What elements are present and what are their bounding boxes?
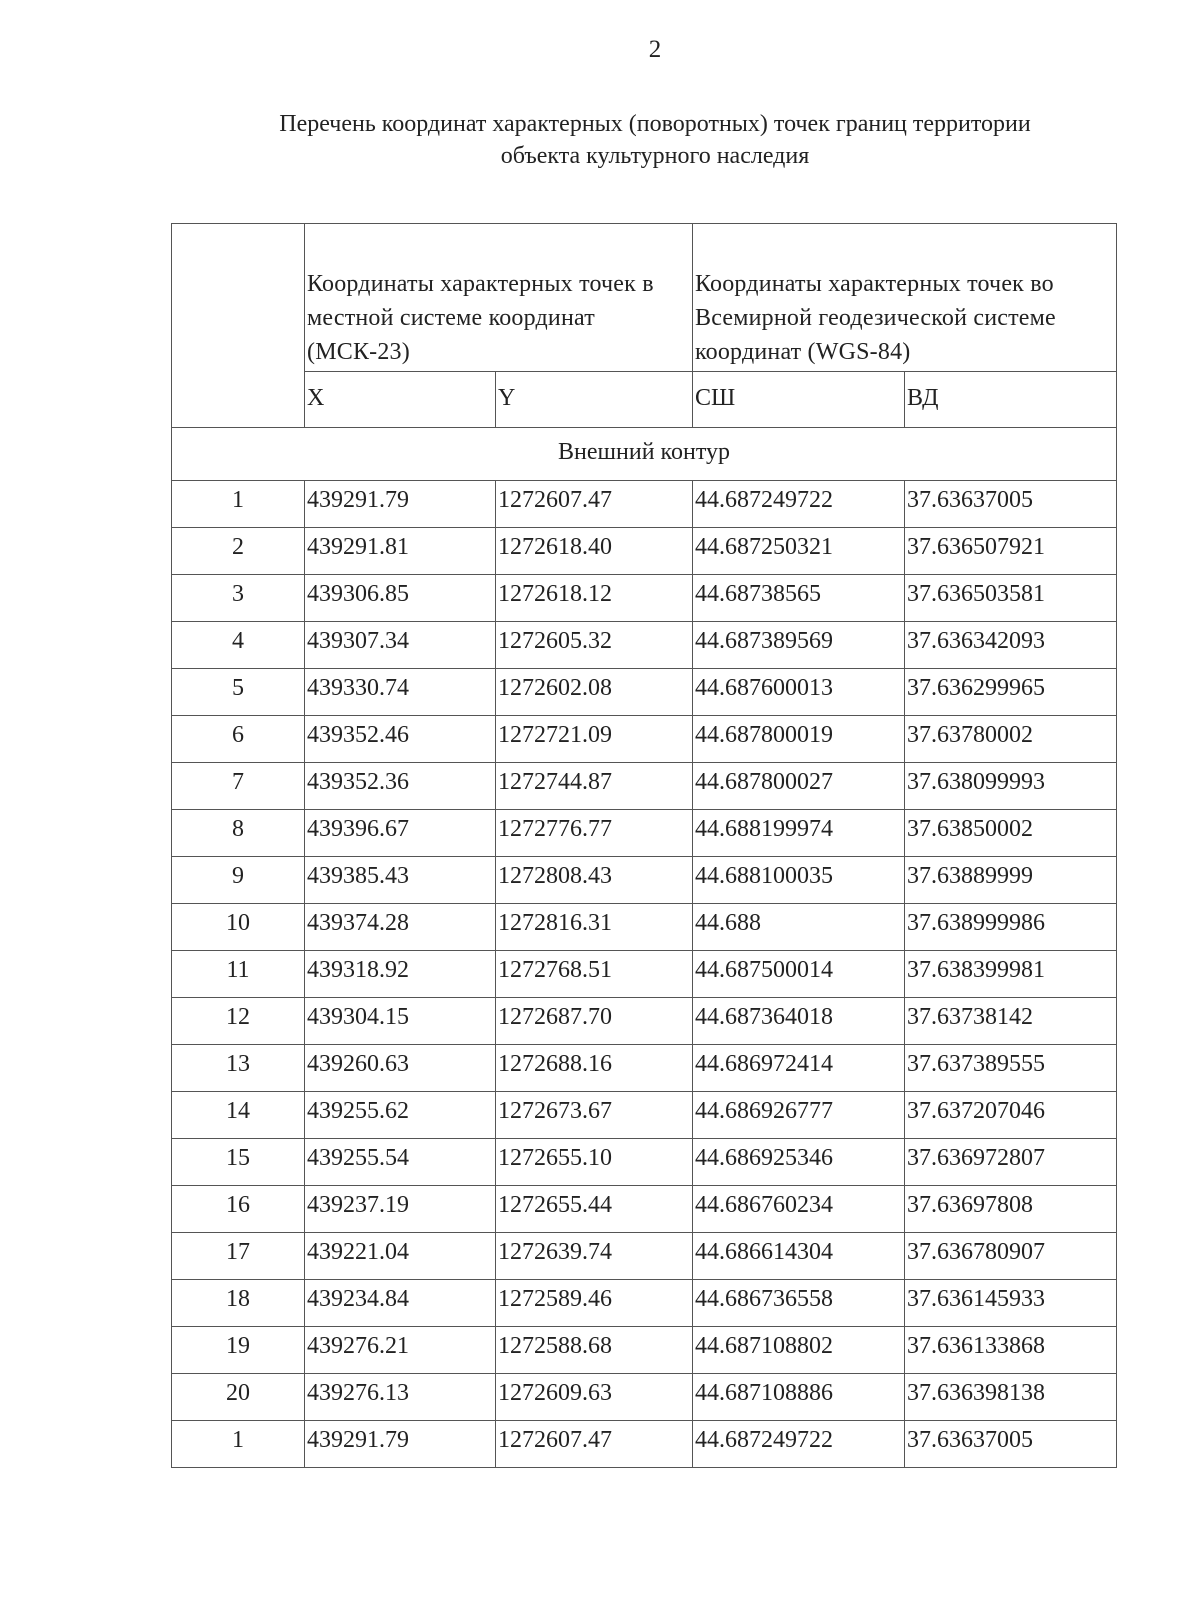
latitude-cell: 44.686925346 (693, 1139, 905, 1186)
table-row (172, 1233, 1117, 1280)
x-coordinate-cell: 439234.84 (305, 1280, 496, 1327)
x-column-header: X (305, 372, 496, 428)
table-row (172, 998, 1117, 1045)
point-number-cell: 10 (172, 904, 305, 951)
local-coordinates-header: Координаты характерных точек в местной системе координат (МСК-23) (305, 224, 693, 372)
table-row (172, 716, 1117, 763)
y-coordinate-cell: 1272588.68 (496, 1327, 693, 1374)
point-number-cell: 19 (172, 1327, 305, 1374)
point-number-cell: 18 (172, 1280, 305, 1327)
latitude-cell: 44.687250321 (693, 528, 905, 575)
table-row (172, 951, 1117, 998)
y-coordinate-cell: 1272673.67 (496, 1092, 693, 1139)
table-row (172, 575, 1117, 622)
longitude-cell: 37.63637005 (905, 1421, 1117, 1468)
x-coordinate-cell: 439396.67 (305, 810, 496, 857)
point-number-cell: 12 (172, 998, 305, 1045)
table-row (172, 1280, 1117, 1327)
y-coordinate-cell: 1272605.32 (496, 622, 693, 669)
latitude-cell: 44.687600013 (693, 669, 905, 716)
longitude-cell: 37.638399981 (905, 951, 1117, 998)
latitude-cell: 44.687800019 (693, 716, 905, 763)
x-coordinate-cell: 439374.28 (305, 904, 496, 951)
longitude-column-header: ВД (905, 372, 1117, 428)
point-number-cell: 1 (172, 481, 305, 528)
longitude-cell: 37.63637005 (905, 481, 1117, 528)
x-coordinate-cell: 439255.54 (305, 1139, 496, 1186)
y-coordinate-cell: 1272808.43 (496, 857, 693, 904)
latitude-cell: 44.687108886 (693, 1374, 905, 1421)
longitude-cell: 37.63780002 (905, 716, 1117, 763)
x-coordinate-cell: 439352.36 (305, 763, 496, 810)
table-row (172, 857, 1117, 904)
point-number-cell: 6 (172, 716, 305, 763)
point-number-cell: 16 (172, 1186, 305, 1233)
latitude-cell: 44.687389569 (693, 622, 905, 669)
longitude-cell: 37.638999986 (905, 904, 1117, 951)
x-coordinate-cell: 439255.62 (305, 1092, 496, 1139)
x-coordinate-cell: 439291.79 (305, 1421, 496, 1468)
longitude-cell: 37.637389555 (905, 1045, 1117, 1092)
x-coordinate-cell: 439318.92 (305, 951, 496, 998)
latitude-cell: 44.686760234 (693, 1186, 905, 1233)
point-number-cell: 2 (172, 528, 305, 575)
y-coordinate-cell: 1272655.10 (496, 1139, 693, 1186)
y-coordinate-cell: 1272687.70 (496, 998, 693, 1045)
table-row (172, 1139, 1117, 1186)
y-coordinate-cell: 1272776.77 (496, 810, 693, 857)
y-coordinate-cell: 1272721.09 (496, 716, 693, 763)
x-coordinate-cell: 439291.81 (305, 528, 496, 575)
longitude-cell: 37.637207046 (905, 1092, 1117, 1139)
point-number-cell: 14 (172, 1092, 305, 1139)
latitude-cell: 44.687108802 (693, 1327, 905, 1374)
longitude-cell: 37.636780907 (905, 1233, 1117, 1280)
longitude-cell: 37.63850002 (905, 810, 1117, 857)
point-number-cell: 9 (172, 857, 305, 904)
y-coordinate-cell: 1272607.47 (496, 481, 693, 528)
section-label: Внешний контур (172, 428, 1117, 481)
latitude-cell: 44.687249722 (693, 481, 905, 528)
point-number-cell: 11 (172, 951, 305, 998)
table-row (172, 669, 1117, 716)
y-coordinate-cell: 1272618.40 (496, 528, 693, 575)
y-coordinate-cell: 1272655.44 (496, 1186, 693, 1233)
y-coordinate-cell: 1272618.12 (496, 575, 693, 622)
y-coordinate-cell: 1272816.31 (496, 904, 693, 951)
longitude-cell: 37.636145933 (905, 1280, 1117, 1327)
table-body (172, 481, 1117, 1468)
table-header-row (172, 224, 1117, 372)
y-coordinate-cell: 1272607.47 (496, 1421, 693, 1468)
point-number-cell: 7 (172, 763, 305, 810)
latitude-cell: 44.686926777 (693, 1092, 905, 1139)
latitude-cell: 44.688100035 (693, 857, 905, 904)
longitude-cell: 37.63697808 (905, 1186, 1117, 1233)
y-coordinate-cell: 1272744.87 (496, 763, 693, 810)
y-coordinate-cell: 1272639.74 (496, 1233, 693, 1280)
longitude-cell: 37.636398138 (905, 1374, 1117, 1421)
latitude-cell: 44.687364018 (693, 998, 905, 1045)
x-coordinate-cell: 439237.19 (305, 1186, 496, 1233)
table-row (172, 481, 1117, 528)
longitude-cell: 37.638099993 (905, 763, 1117, 810)
document-title-line-1: Перечень координат характерных (поворотных) точек границ территории (279, 111, 1031, 137)
table-row (172, 528, 1117, 575)
x-coordinate-cell: 439304.15 (305, 998, 496, 1045)
table-row (172, 763, 1117, 810)
point-number-cell: 1 (172, 1421, 305, 1468)
longitude-cell: 37.636299965 (905, 669, 1117, 716)
latitude-cell: 44.686614304 (693, 1233, 905, 1280)
table-subheader-row (172, 372, 1117, 428)
x-coordinate-cell: 439307.34 (305, 622, 496, 669)
longitude-cell: 37.63738142 (905, 998, 1117, 1045)
table-row (172, 1421, 1117, 1468)
y-coordinate-cell: 1272609.63 (496, 1374, 693, 1421)
x-coordinate-cell: 439221.04 (305, 1233, 496, 1280)
latitude-cell: 44.686972414 (693, 1045, 905, 1092)
point-number-cell: 4 (172, 622, 305, 669)
document-title (160, 108, 1150, 172)
latitude-cell: 44.687249722 (693, 1421, 905, 1468)
y-coordinate-cell: 1272602.08 (496, 669, 693, 716)
page-number: 2 (648, 36, 662, 63)
x-coordinate-cell: 439306.85 (305, 575, 496, 622)
point-number-cell: 8 (172, 810, 305, 857)
point-number-header (172, 224, 305, 428)
longitude-cell: 37.636972807 (905, 1139, 1117, 1186)
x-coordinate-cell: 439291.79 (305, 481, 496, 528)
x-coordinate-cell: 439330.74 (305, 669, 496, 716)
point-number-cell: 13 (172, 1045, 305, 1092)
latitude-cell: 44.687500014 (693, 951, 905, 998)
longitude-cell: 37.636507921 (905, 528, 1117, 575)
table-row (172, 1045, 1117, 1092)
latitude-cell: 44.688 (693, 904, 905, 951)
latitude-cell: 44.68738565 (693, 575, 905, 622)
wgs84-coordinates-header: Координаты характерных точек во Всемирной геодезической системе координат (WGS-84) (693, 224, 1117, 372)
latitude-column-header: СШ (693, 372, 905, 428)
longitude-cell: 37.636133868 (905, 1327, 1117, 1374)
x-coordinate-cell: 439276.21 (305, 1327, 496, 1374)
y-column-header: Y (496, 372, 693, 428)
table-row (172, 904, 1117, 951)
latitude-cell: 44.686736558 (693, 1280, 905, 1327)
point-number-cell: 5 (172, 669, 305, 716)
x-coordinate-cell: 439352.46 (305, 716, 496, 763)
point-number-cell: 20 (172, 1374, 305, 1421)
longitude-cell: 37.636342093 (905, 622, 1117, 669)
y-coordinate-cell: 1272768.51 (496, 951, 693, 998)
table-row (172, 1374, 1117, 1421)
coordinates-table (171, 223, 1117, 1468)
x-coordinate-cell: 439385.43 (305, 857, 496, 904)
y-coordinate-cell: 1272589.46 (496, 1280, 693, 1327)
point-number-cell: 3 (172, 575, 305, 622)
section-row (172, 428, 1117, 481)
y-coordinate-cell: 1272688.16 (496, 1045, 693, 1092)
table-row (172, 1186, 1117, 1233)
table-row (172, 1327, 1117, 1374)
point-number-cell: 17 (172, 1233, 305, 1280)
point-number-cell: 15 (172, 1139, 305, 1186)
x-coordinate-cell: 439276.13 (305, 1374, 496, 1421)
latitude-cell: 44.688199974 (693, 810, 905, 857)
table-row (172, 810, 1117, 857)
longitude-cell: 37.63889999 (905, 857, 1117, 904)
table-row (172, 1092, 1117, 1139)
x-coordinate-cell: 439260.63 (305, 1045, 496, 1092)
document-title-line-2: объекта культурного наследия (500, 143, 810, 169)
latitude-cell: 44.687800027 (693, 763, 905, 810)
longitude-cell: 37.636503581 (905, 575, 1117, 622)
table-row (172, 622, 1117, 669)
